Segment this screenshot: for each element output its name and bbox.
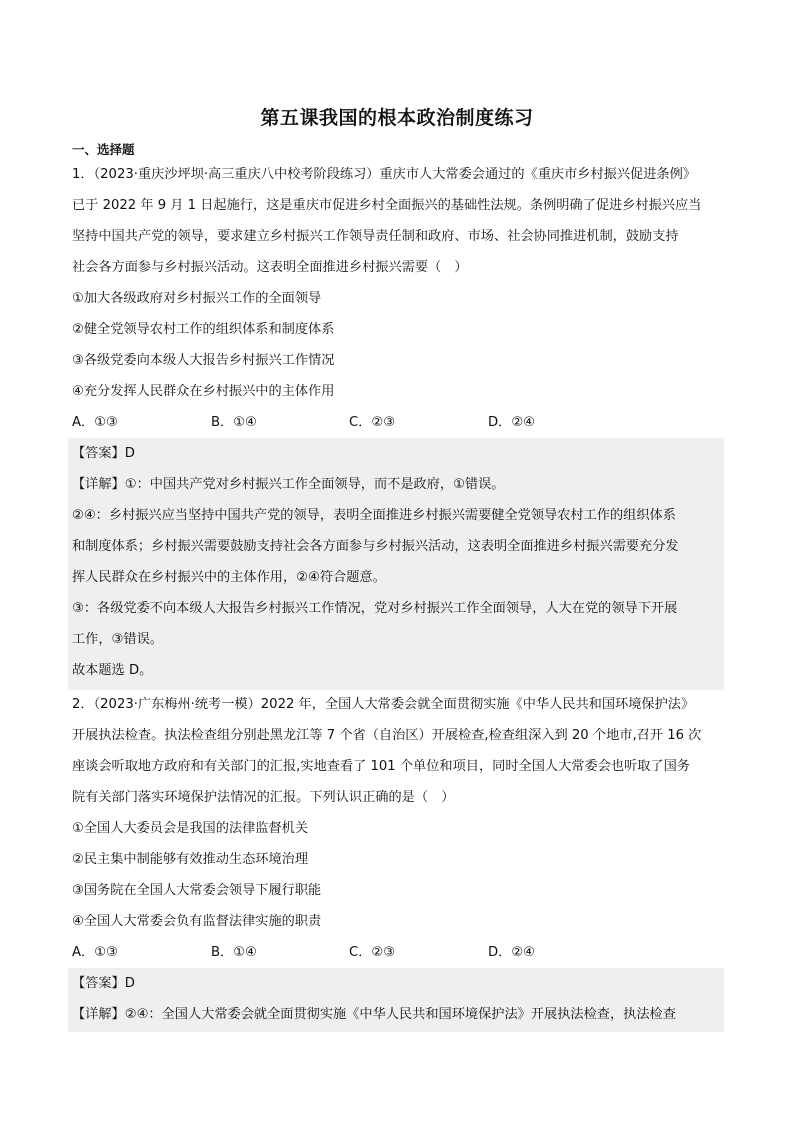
q1-explain-6: 工作，③错误。	[72, 632, 163, 647]
q1-item-1: ①加大各级政府对乡村振兴工作的全面领导	[72, 291, 322, 306]
q1-explain-5: ③：各级党委不向本级人大报告乡村振兴工作情况，党对乡村振兴工作全面领导，人大在党的领导下开展	[72, 601, 678, 616]
q1-stem-line-2: 已于 2022 年 9 月 1 日起施行，这是重庆市促进乡村全面振兴的基础性法规。条例明确了促进乡村振兴应当	[72, 198, 702, 213]
q1-stem-line-4: 社会各方面参与乡村振兴活动。这表明全面推进乡村振兴需要（ ）	[72, 260, 468, 275]
q1-explain-1: 【详解】①：中国共产党对乡村振兴工作全面领导，而不是政府，①错误。	[72, 477, 505, 492]
q2-option-b: B．①④	[211, 945, 257, 960]
q2-answer: 【答案】D	[72, 976, 135, 991]
q2-option-a: A．①③	[72, 945, 118, 960]
q2-stem-line-1: 2．（2023·广东梅州·统考一模）2022 年，全国人大常委会就全面贯彻实施《中华人民共和国环境保护法》	[72, 697, 695, 712]
q2-stem-line-2: 开展执法检查。执法检查组分别赴黑龙江等 7 个省（自治区）开展检查,检查组深入到 20 个地市,召开 16 次	[72, 728, 702, 743]
q1-option-c: C．②③	[349, 415, 396, 430]
q2-item-1: ①全国人大委员会是我国的法律监督机关	[72, 821, 309, 836]
section-heading: 一、选择题	[72, 142, 135, 157]
q1-option-b: B．①④	[211, 415, 257, 430]
q1-option-d: D．②④	[488, 415, 535, 430]
q1-stem-line-1: 1．（2023·重庆沙坪坝·高三重庆八中校考阶段练习）重庆市人大常委会通过的《重庆市乡村振兴促进条例》	[72, 167, 696, 182]
q1-explain-2: ②④：乡村振兴应当坚持中国共产党的领导，表明全面推进乡村振兴需要健全党领导农村工作的组织体系	[72, 508, 676, 523]
q1-stem-line-3: 坚持中国共产党的领导，要求建立乡村振兴工作领导责任制和政府、市场、社会协同推进机制，鼓励支持	[72, 229, 679, 244]
page-title: 第五课我国的根本政治制度练习	[260, 107, 534, 129]
q2-explain-1: 【详解】②④：全国人大常委会就全面贯彻实施《中华人民共和国环境保护法》开展执法检查，执法检查	[72, 1007, 676, 1022]
q2-item-3: ③国务院在全国人大常委会领导下履行职能	[72, 883, 322, 898]
q1-explain-7: 故本题选 D。	[72, 663, 153, 678]
q1-item-2: ②健全党领导农村工作的组织体系和制度体系	[72, 322, 335, 337]
q1-item-3: ③各级党委向本级人大报告乡村振兴工作情况	[72, 353, 335, 368]
q2-option-d: D．②④	[488, 945, 535, 960]
q1-explain-4: 挥人民群众在乡村振兴中的主体作用，②④符合题意。	[72, 570, 386, 585]
q2-option-c: C．②③	[349, 945, 396, 960]
q2-stem-line-4: 院有关部门落实环境保护法情况的汇报。下列认识正确的是（ ）	[72, 790, 455, 805]
q2-item-2: ②民主集中制能够有效推动生态环境治理	[72, 852, 309, 867]
q1-explain-3: 和制度体系；乡村振兴需要鼓励支持社会各方面参与乡村振兴活动，这表明全面推进乡村振兴需要充分发	[72, 539, 679, 554]
q1-answer: 【答案】D	[72, 446, 135, 461]
q1-option-a: A．①③	[72, 415, 118, 430]
q2-stem-line-3: 座谈会听取地方政府和有关部门的汇报,实地查看了 101 个单位和项目，同时全国人大常委会也听取了国务	[72, 759, 690, 774]
q2-item-4: ④全国人大常委会负有监督法律实施的职责	[72, 914, 322, 929]
q1-item-4: ④充分发挥人民群众在乡村振兴中的主体作用	[72, 384, 335, 399]
